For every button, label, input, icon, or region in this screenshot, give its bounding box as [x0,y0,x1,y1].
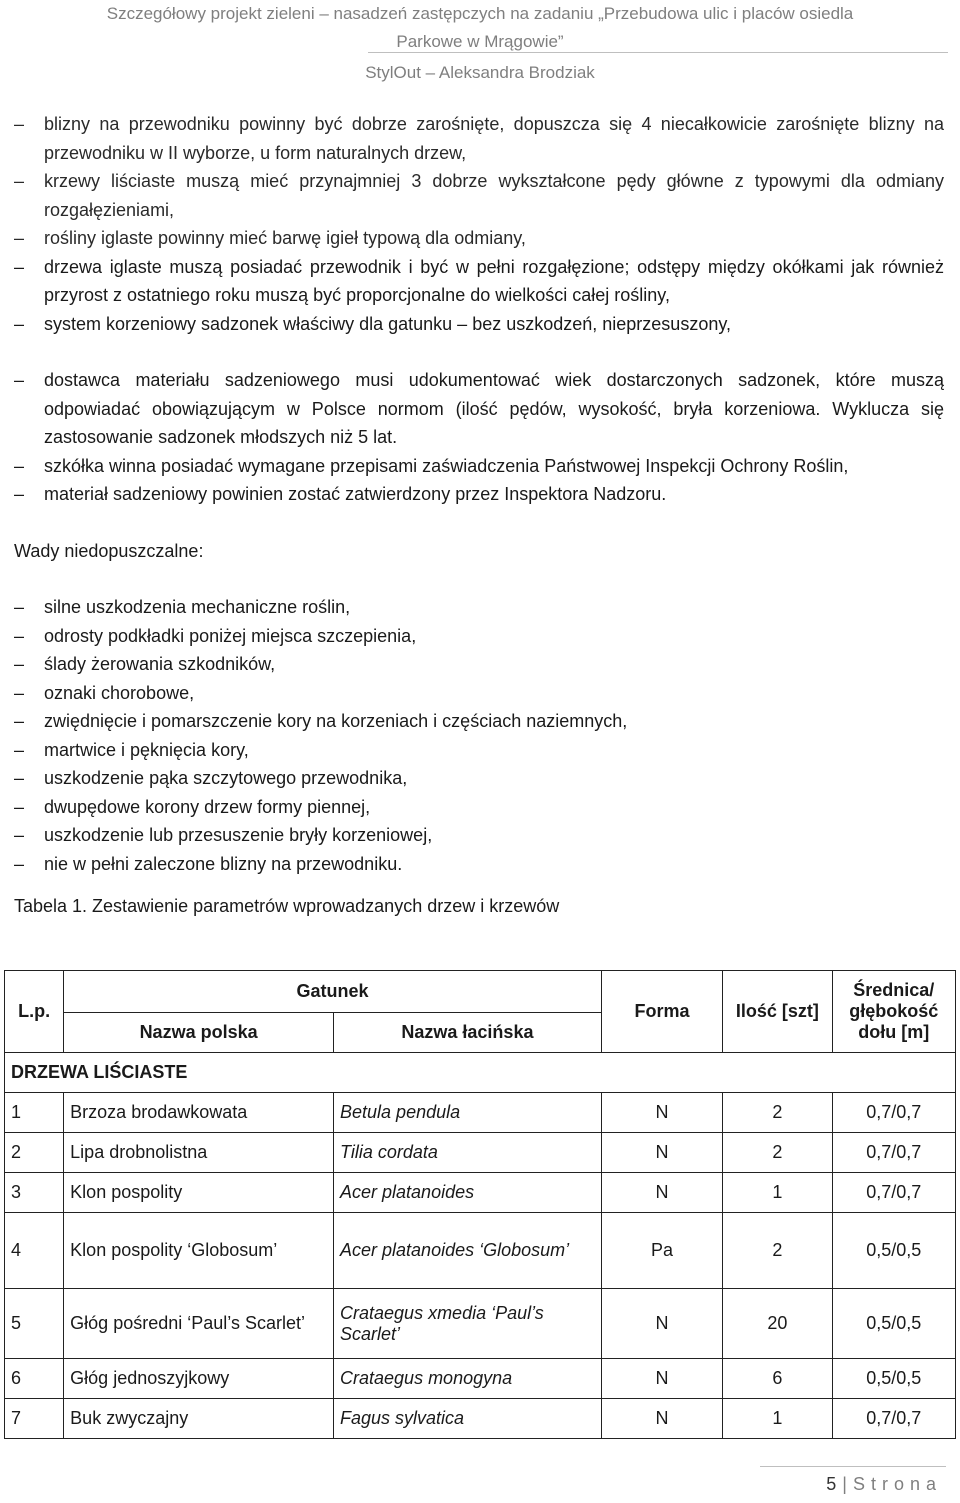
page-footer [826,1474,942,1495]
dash-bullet: – [14,228,25,248]
table-row: 4 Klon pospolity ‘Globosum’ Acer platanoides ‘Globosum’ Pa 2 0,5/0,5 [5,1213,956,1289]
defects-list [14,593,944,878]
list-item: – system korzeniowy sadzonek właściwy dla gatunku – bez uszkodzeń, nieprzesuszony, [14,310,944,339]
header-gatunek: Gatunek [64,971,602,1013]
header-forma: Forma [601,971,722,1053]
dash-bullet: – [14,825,25,845]
header-line-1: Szczegółowy projekt zieleni – nasadzeń zastępczych na zadaniu „Przebudowa ulic i placów osiedla [106,4,854,23]
list-item: – krzewy liściaste muszą mieć przynajmniej 3 dobrze wykształcone pędy główne z typowymi dla odmiany rozgałęzieniami, [14,167,944,224]
table-row: 7 Buk zwyczajny Fagus sylvatica N 1 0,7/0,7 [5,1399,956,1439]
table-row: 2 Lipa drobnolistna Tilia cordata N 2 0,7/0,7 [5,1133,956,1173]
list-item: – zwiędnięcie i pomarszczenie kory na korzeniach i częściach naziemnych, [14,707,944,736]
list-item: – ślady żerowania szkodników, [14,650,944,679]
dash-bullet: – [14,171,25,191]
requirements-list-1 [14,110,944,338]
header-divider [368,52,948,53]
page-number: 5 [826,1474,837,1494]
dash-bullet: – [14,484,25,504]
list-item: – oznaki chorobowe, [14,679,944,708]
table-row: 1 Brzoza brodawkowata Betula pendula N 2 0,7/0,7 [5,1093,956,1133]
footer-divider [760,1466,946,1467]
table-row: 5 Głóg pośredni ‘Paul’s Scarlet’ Crataegus xmedia ‘Paul’s Scarlet’ N 20 0,5/0,5 [5,1289,956,1359]
list-item: – rośliny iglaste powinny mieć barwę igieł typową dla odmiany, [14,224,944,253]
dash-bullet: – [14,796,25,817]
header-ilosc: Ilość [szt] [723,971,832,1053]
dash-bullet: – [14,625,25,646]
defects-heading: Wady niedopuszczalne: [14,540,204,561]
table-row: 6 Głóg jednoszyjkowy Crataegus monogyna N 6 0,5/0,5 [5,1359,956,1399]
table-row: 3 Klon pospolity Acer platanoides N 1 0,7/0,7 [5,1173,956,1213]
requirements-list-2 [14,366,944,509]
dash-bullet: – [14,654,25,674]
dash-bullet: – [14,853,25,874]
list-item: – materiał sadzeniowy powinien zostać zatwierdzony przez Inspektora Nadzoru. [14,480,944,509]
header-lp: L.p. [5,971,64,1053]
dash-bullet: – [14,114,25,134]
dash-bullet: – [14,768,25,788]
footer-separator: | [842,1474,847,1494]
document-body [14,110,944,921]
header-nazwa-lacinska: Nazwa łacińska [334,1013,602,1053]
list-item: – dwupędowe korony drzew formy piennej, [14,793,944,822]
list-item: – blizny na przewodniku powinny być dobrze zarośnięte, dopuszcza się 4 niecałkowicie zarośnięte blizny na przewodniku w II wyborze, u form naturalnych drzew, [14,110,944,167]
dash-bullet: – [14,739,25,760]
dash-bullet: – [14,370,25,390]
plants-table [4,970,956,1439]
header-srednica: Średnica/ głębokość dołu [m] [832,971,955,1053]
header-line-2: Parkowe w Mrągowie” [396,32,564,51]
table-caption: Tabela 1. Zestawienie parametrów wprowadzanych drzew i krzewów [14,896,560,916]
dash-bullet: – [14,455,25,476]
list-item: – nie w pełni zaleczone blizny na przewodniku. [14,850,944,879]
dash-bullet: – [14,313,25,334]
footer-label: Strona [852,1474,942,1494]
header-nazwa-polska: Nazwa polska [64,1013,334,1053]
section-label: DRZEWA LIŚCIASTE [5,1053,956,1093]
list-item: – drzewa iglaste muszą posiadać przewodnik i być w pełni rozgałęzione; odstępy między okółkami jak również przyrost z ostatniego roku muszą być proporcjonalne do wielkości całej rośliny, [14,253,944,310]
dash-bullet: – [14,597,25,617]
dash-bullet: – [14,256,25,277]
list-item: – szkółka winna posiadać wymagane przepisami zaświadczenia Państwowej Inspekcji Ochrony Roślin, [14,452,944,481]
header-line-3: StylOut – Aleksandra Brodziak [365,63,595,82]
list-item: – silne uszkodzenia mechaniczne roślin, [14,593,944,622]
list-item: – uszkodzenie lub przesuszenie bryły korzeniowej, [14,821,944,850]
dash-bullet: – [14,682,25,703]
list-item: – martwice i pęknięcia kory, [14,736,944,765]
page-header [0,0,960,87]
dash-bullet: – [14,711,25,731]
list-item: – uszkodzenie pąka szczytowego przewodnika, [14,764,944,793]
list-item: – dostawca materiału sadzeniowego musi udokumentować wiek dostarczonych sadzonek, które muszą odpowiadać obowiązującym w Polsce normom (ilość pędów, wysokość, bryła korzeniowa. Wyklucza się zastosowanie sadzonek młodszych niż 5 lat. [14,366,944,452]
list-item: – odrosty podkładki poniżej miejsca szczepienia, [14,622,944,651]
